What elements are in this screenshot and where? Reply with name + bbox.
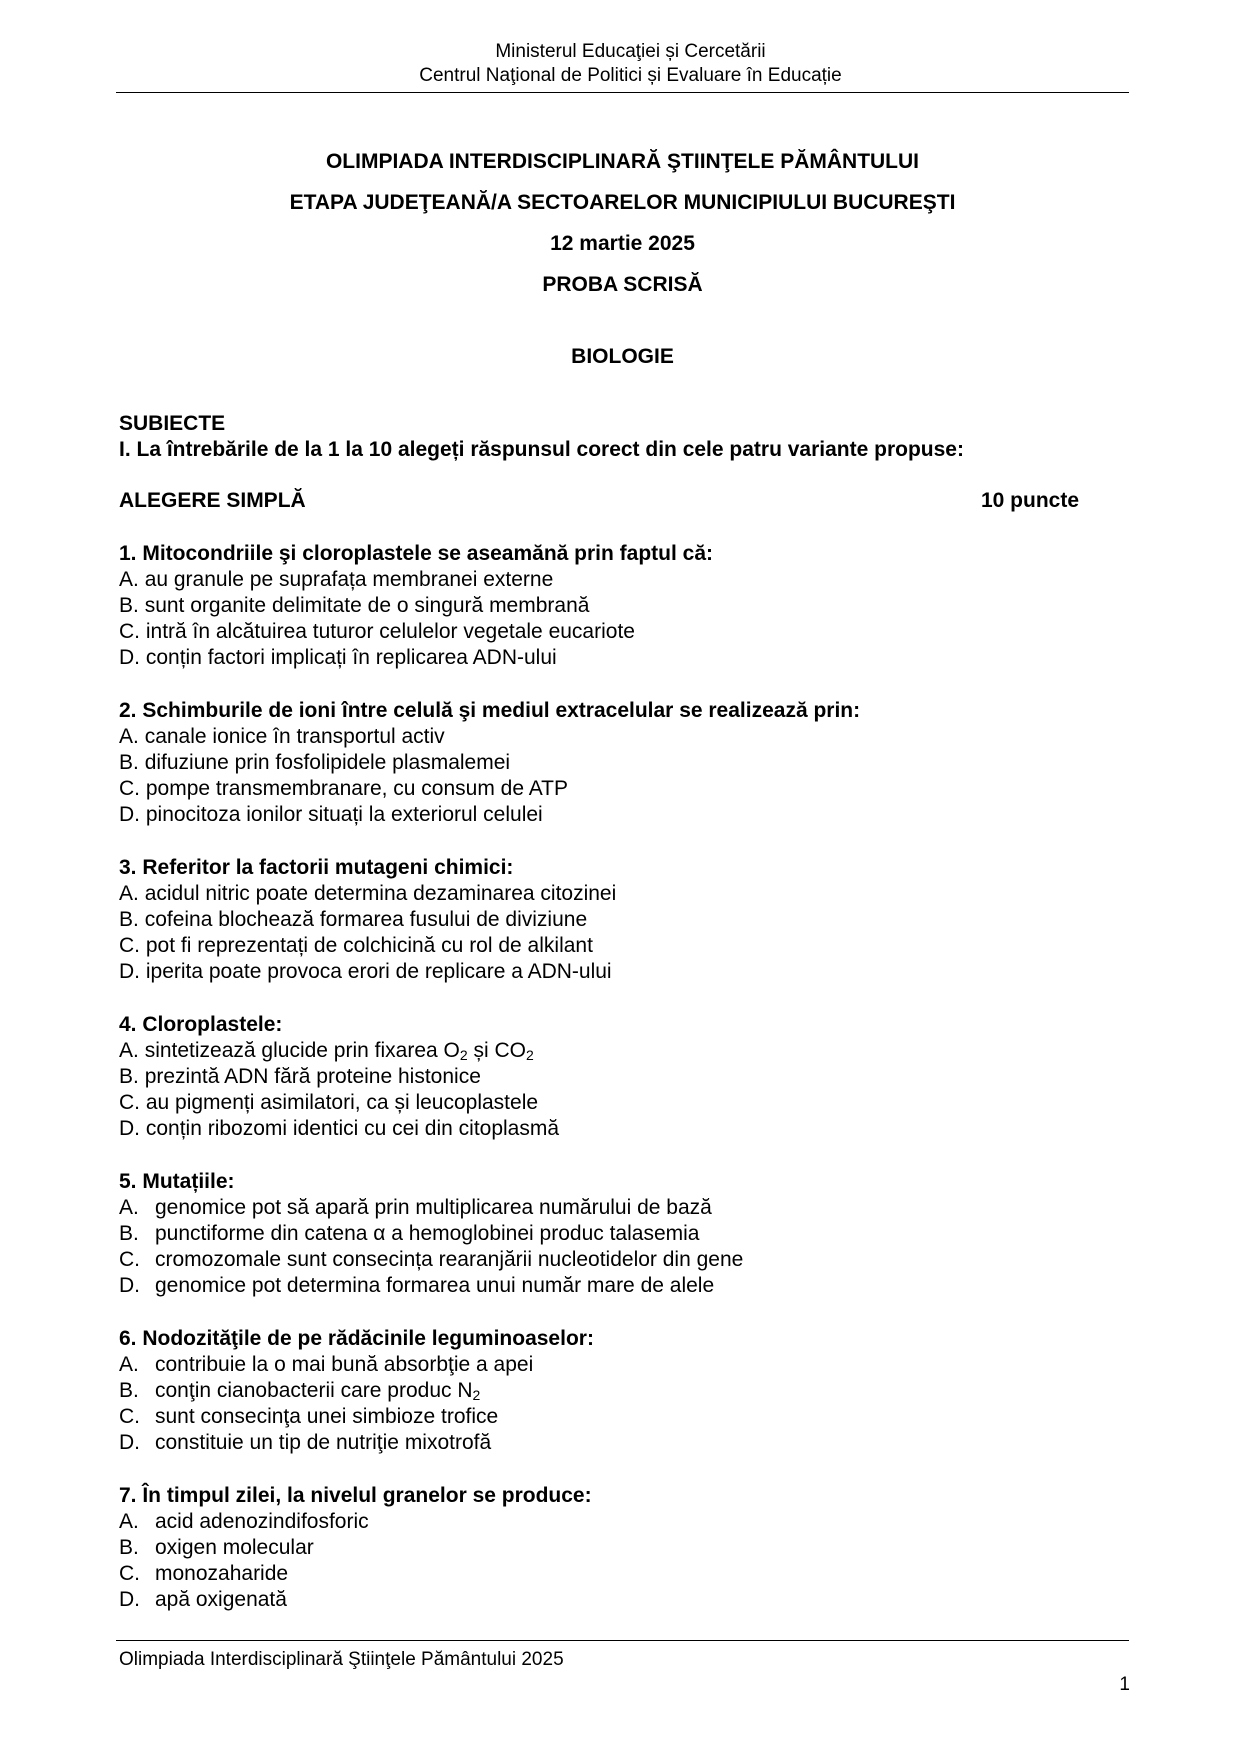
- option-letter: C.: [119, 1091, 140, 1114]
- section-type-row: [119, 488, 1079, 514]
- option-letter: D.: [119, 1431, 140, 1454]
- question-text: 4. Cloroplastele:: [119, 1013, 283, 1036]
- page-header: [0, 40, 1241, 88]
- answer-option: [119, 1587, 1079, 1613]
- answer-option: [119, 1430, 1079, 1456]
- option-letter: B.: [119, 594, 139, 617]
- option-letter: C.: [119, 1405, 140, 1428]
- answer-option: [119, 1038, 1079, 1064]
- answer-option: [119, 959, 1079, 985]
- option-text: au granule pe suprafața membranei externe: [144, 568, 554, 591]
- option-text: pompe transmembranare, cu consum de ATP: [145, 777, 568, 800]
- option-letter: B.: [119, 751, 139, 774]
- subscript: 2: [459, 1047, 468, 1063]
- answer-option: [119, 724, 1079, 750]
- answer-option: [119, 645, 1079, 671]
- option-text: cromozomale sunt consecința rearanjării nucleotidelor din gene: [155, 1248, 744, 1271]
- answer-option: [119, 1378, 1079, 1404]
- answer-option: [119, 933, 1079, 959]
- option-text: constituie un tip de nutriţie mixotrofă: [155, 1431, 492, 1454]
- answer-option: [119, 1116, 1079, 1142]
- option-text: cofeina blochează formarea fusului de diviziune: [144, 908, 588, 931]
- answer-option: [119, 1221, 1079, 1247]
- footer-text: Olimpiada Interdisciplinară Ştiinţele Pământului 2025: [119, 1649, 564, 1670]
- subject-title: BIOLOGIE: [571, 345, 674, 368]
- option-text: genomice pot determina formarea unui număr mare de alele: [155, 1274, 715, 1297]
- answer-option: [119, 1273, 1079, 1299]
- header-divider: [116, 92, 1129, 93]
- option-text: punctiforme din catena α a hemoglobinei produc talasemia: [155, 1222, 700, 1245]
- question-item: [119, 855, 1079, 985]
- option-letter: D.: [119, 1274, 140, 1297]
- answer-option: [119, 776, 1079, 802]
- option-text: sunt organite delimitate de o singură membrană: [144, 594, 590, 617]
- exam-date: 12 martie 2025: [550, 232, 695, 255]
- option-letter: B.: [119, 1379, 139, 1402]
- option-text-cont: și CO: [467, 1039, 526, 1062]
- answer-option: [119, 802, 1079, 828]
- document-body: [119, 411, 1079, 1613]
- option-letter: A.: [119, 1353, 139, 1376]
- question-text: 3. Referitor la factorii mutageni chimici:: [119, 856, 514, 879]
- exam-type: PROBA SCRISĂ: [542, 273, 703, 296]
- option-letter: B.: [119, 1536, 139, 1559]
- option-text: conţin cianobacterii care produc N: [155, 1379, 473, 1402]
- title-block: [116, 141, 1129, 305]
- question-item: [119, 1483, 1079, 1613]
- option-letter: A.: [119, 1510, 139, 1533]
- answer-option: [119, 1509, 1079, 1535]
- answer-option: [119, 1404, 1079, 1430]
- answer-option: [119, 1561, 1079, 1587]
- page-number: 1: [1119, 1674, 1130, 1695]
- option-text: genomice pot să apară prin multiplicarea numărului de bază: [155, 1196, 712, 1219]
- option-letter: D.: [119, 646, 140, 669]
- question-item: [119, 1326, 1079, 1456]
- option-text: pot fi reprezentați de colchicină cu rol de alkilant: [145, 934, 593, 957]
- option-letter: A.: [119, 568, 139, 591]
- option-text: conțin ribozomi identici cu cei din citoplasmă: [145, 1117, 560, 1140]
- answer-option: [119, 1195, 1079, 1221]
- answer-option: [119, 619, 1079, 645]
- option-letter: A.: [119, 725, 139, 748]
- option-text: monozaharide: [155, 1562, 289, 1585]
- option-letter: C.: [119, 1248, 140, 1271]
- question-item: [119, 541, 1079, 671]
- option-letter: B.: [119, 908, 139, 931]
- option-text: contribuie la o mai bună absorbţie a apei: [155, 1353, 534, 1376]
- option-text: acid adenozindifosforic: [155, 1510, 369, 1533]
- section-instruction: I. La întrebările de la 1 la 10 alegeți răspunsul corect din cele patru variante propuse:: [119, 438, 964, 461]
- question-item: [119, 1012, 1079, 1142]
- answer-option: [119, 750, 1079, 776]
- option-text: oxigen molecular: [155, 1536, 314, 1559]
- answer-option: [119, 593, 1079, 619]
- option-text: acidul nitric poate determina dezaminarea citozinei: [144, 882, 617, 905]
- option-letter: C.: [119, 934, 140, 957]
- option-text: sintetizează glucide prin fixarea O: [144, 1039, 460, 1062]
- option-text: sunt consecinţa unei simbioze trofice: [155, 1405, 499, 1428]
- option-letter: B.: [119, 1222, 139, 1245]
- header-center: Centrul Naţional de Politici și Evaluare în Educație: [419, 65, 842, 86]
- option-text: conțin factori implicați în replicarea ADN-ului: [145, 646, 557, 669]
- option-text: prezintă ADN fără proteine histonice: [144, 1065, 481, 1088]
- question-text: 5. Mutațiile:: [119, 1170, 235, 1193]
- option-letter: C.: [119, 777, 140, 800]
- question-text: 1. Mitocondriile şi cloroplastele se aseamănă prin faptul că:: [119, 542, 714, 565]
- footer-divider: [116, 1640, 1129, 1641]
- answer-option: [119, 567, 1079, 593]
- option-text: apă oxigenată: [155, 1588, 287, 1611]
- option-text: difuziune prin fosfolipidele plasmalemei: [144, 751, 511, 774]
- option-text: iperita poate provoca erori de replicare a ADN-ului: [145, 960, 612, 983]
- subscript: 2: [526, 1047, 534, 1063]
- option-text: pinocitoza ionilor situați la exteriorul celulei: [145, 803, 543, 826]
- question-text: 6. Nodozităţile de pe rădăcinile leguminoaselor:: [119, 1327, 594, 1350]
- option-letter: A.: [119, 1196, 139, 1219]
- section-points: 10 puncte: [980, 489, 1079, 512]
- option-letter: C.: [119, 1562, 140, 1585]
- option-letter: C.: [119, 620, 140, 643]
- section-type: ALEGERE SIMPLĂ: [119, 489, 306, 512]
- option-letter: A.: [119, 1039, 139, 1062]
- question-list: [119, 541, 1079, 1613]
- header-ministry: Ministerul Educaţiei și Cercetării: [495, 41, 766, 62]
- answer-option: [119, 1247, 1079, 1273]
- option-text: intră în alcătuirea tuturor celulelor vegetale eucariote: [145, 620, 635, 643]
- option-letter: A.: [119, 882, 139, 905]
- answer-option: [119, 1064, 1079, 1090]
- section-heading: SUBIECTE: [119, 412, 226, 435]
- subscript: 2: [472, 1387, 481, 1403]
- answer-option: [119, 1090, 1079, 1116]
- stage-title: ETAPA JUDEŢEANĂ/A SECTOARELOR MUNICIPIULUI BUCUREŞTI: [289, 191, 956, 214]
- option-letter: B.: [119, 1065, 139, 1088]
- option-text: canale ionice în transportul activ: [144, 725, 445, 748]
- answer-option: [119, 1352, 1079, 1378]
- answer-option: [119, 907, 1079, 933]
- option-letter: D.: [119, 1117, 140, 1140]
- option-text: au pigmenți asimilatori, ca și leucoplastele: [145, 1091, 539, 1114]
- option-letter: D.: [119, 1588, 140, 1611]
- question-text: 2. Schimburile de ioni între celulă şi mediul extracelular se realizează prin:: [119, 699, 861, 722]
- option-letter: D.: [119, 803, 140, 826]
- question-text: 7. În timpul zilei, la nivelul granelor se produce:: [119, 1484, 592, 1507]
- answer-option: [119, 1535, 1079, 1561]
- question-item: [119, 698, 1079, 828]
- question-item: [119, 1169, 1079, 1299]
- option-letter: D.: [119, 960, 140, 983]
- olympiad-title: OLIMPIADA INTERDISCIPLINARĂ ŞTIINŢELE PĂMÂNTULUI: [325, 150, 920, 173]
- answer-option: [119, 881, 1079, 907]
